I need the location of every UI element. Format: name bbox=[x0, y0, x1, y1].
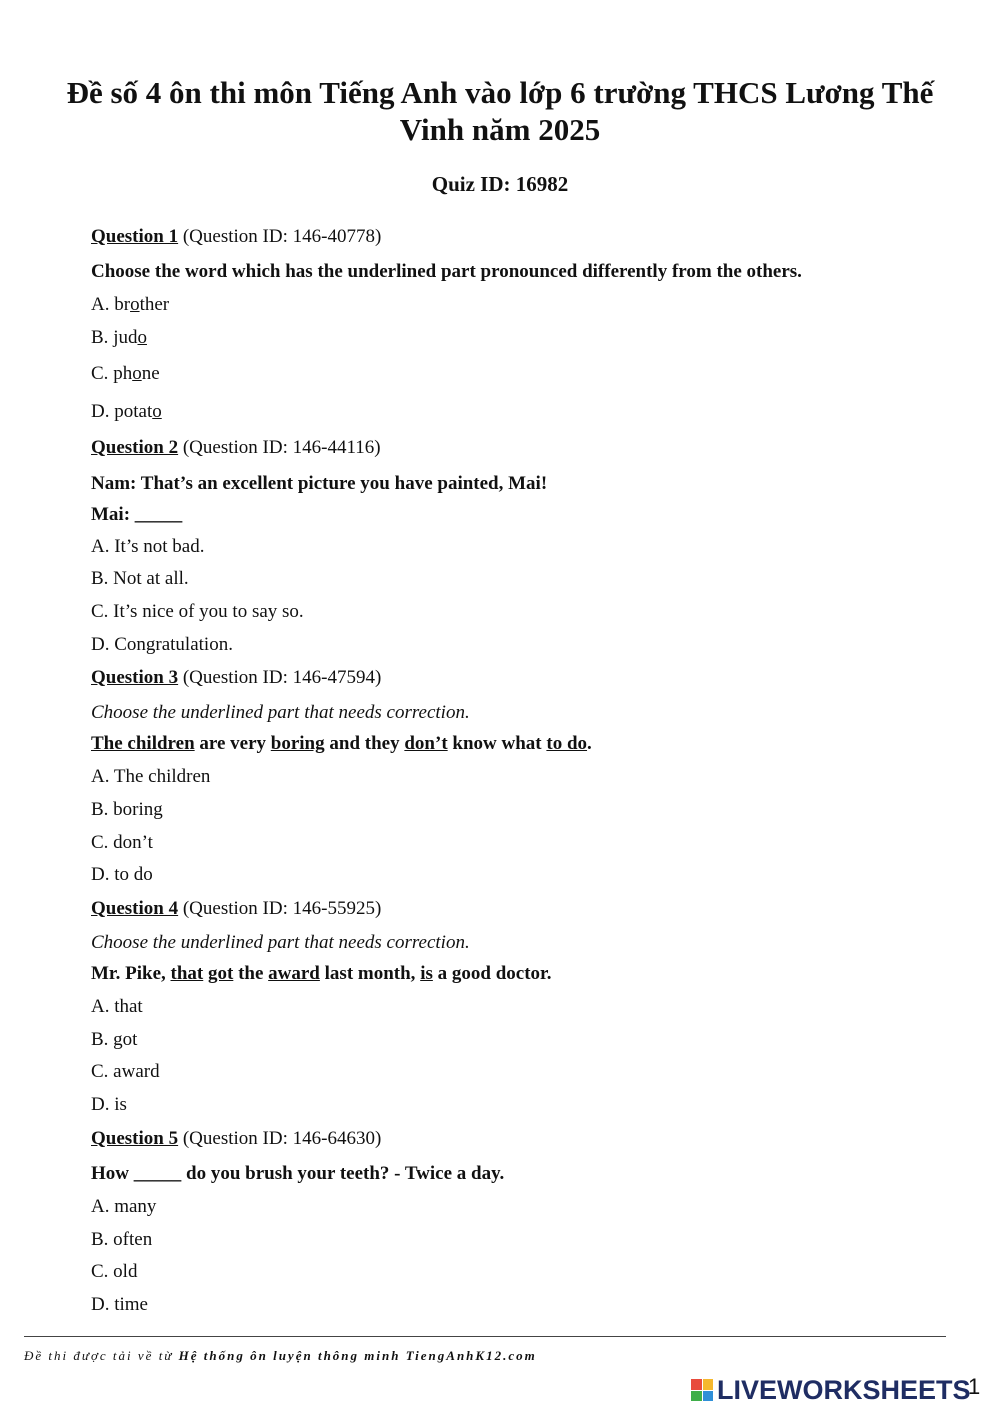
question-3-instruction: Choose the underlined part that needs correction. bbox=[91, 702, 470, 723]
question-2-dialogue-line-2: Mai: _____ bbox=[91, 504, 183, 525]
question-1-option-c[interactable]: C. phone bbox=[91, 363, 160, 384]
question-5-option-d[interactable]: D. time bbox=[91, 1294, 148, 1315]
quiz-id: Quiz ID: 16982 bbox=[431, 172, 569, 196]
question-5-id: (Question ID: 146-64630) bbox=[182, 1128, 382, 1149]
question-1-header bbox=[91, 225, 381, 249]
footer-source-link[interactable]: Hệ thống ôn luyện thông minh TiengAnhK12.com bbox=[178, 1348, 537, 1363]
footer-prefix: Đề thi được tải về từ bbox=[24, 1348, 174, 1363]
logo-square-1 bbox=[691, 1379, 702, 1390]
question-5-option-c[interactable]: C. old bbox=[91, 1261, 138, 1282]
question-1-prompt: Choose the word which has the underlined part pronounced differently from the others. bbox=[91, 261, 802, 282]
question-5-option-b[interactable]: B. often bbox=[91, 1229, 153, 1250]
question-3-header bbox=[91, 666, 381, 690]
question-2-dialogue-line-1: Nam: That’s an excellent picture you have painted, Mai! bbox=[91, 473, 548, 494]
question-2-option-b[interactable]: B. Not at all. bbox=[91, 568, 189, 589]
question-2-header bbox=[91, 436, 381, 460]
question-4-label: Question 4 bbox=[91, 898, 179, 919]
question-4-option-d[interactable]: D. is bbox=[91, 1094, 127, 1115]
question-4-id: (Question ID: 146-55925) bbox=[182, 898, 382, 919]
question-3-option-b[interactable]: B. boring bbox=[91, 799, 163, 820]
question-1-option-d[interactable]: D. potato bbox=[91, 401, 162, 422]
question-2-option-a[interactable]: A. It’s not bad. bbox=[91, 536, 205, 557]
question-3-option-d[interactable]: D. to do bbox=[91, 864, 153, 885]
question-1-option-b[interactable]: B. judo bbox=[91, 327, 147, 348]
question-4-instruction: Choose the underlined part that needs correction. bbox=[91, 932, 470, 953]
question-4-option-c[interactable]: C. award bbox=[91, 1061, 160, 1082]
footer-divider bbox=[24, 1336, 946, 1337]
logo-square-3 bbox=[691, 1391, 702, 1402]
liveworksheets-logo-icon bbox=[691, 1379, 713, 1401]
question-5-prompt: How _____ do you brush your teeth? - Twice a day. bbox=[91, 1163, 505, 1184]
question-2-option-c[interactable]: C. It’s nice of you to say so. bbox=[91, 601, 304, 622]
question-3-id: (Question ID: 146-47594) bbox=[182, 667, 382, 688]
logo-square-4 bbox=[703, 1391, 714, 1402]
question-5-label: Question 5 bbox=[91, 1128, 179, 1149]
document-title: Đề số 4 ôn thi môn Tiếng Anh vào lớp 6 trường THCS Lương Thế Vinh năm 2025 bbox=[66, 75, 934, 147]
question-1-option-a[interactable]: A. brother bbox=[91, 294, 170, 315]
question-2-id: (Question ID: 146-44116) bbox=[182, 437, 381, 458]
question-5-header bbox=[91, 1127, 381, 1151]
question-2-label: Question 2 bbox=[91, 437, 179, 458]
liveworksheets-brand[interactable] bbox=[691, 1376, 971, 1404]
page-number: 1 bbox=[968, 1374, 981, 1399]
question-4-header bbox=[91, 897, 381, 921]
logo-square-2 bbox=[703, 1379, 714, 1390]
question-4-option-b[interactable]: B. got bbox=[91, 1029, 138, 1050]
question-4-option-a[interactable]: A. that bbox=[91, 996, 143, 1017]
question-3-option-a[interactable]: A. The children bbox=[91, 766, 211, 787]
footer-source bbox=[24, 1348, 537, 1364]
question-2-option-d[interactable]: D. Congratulation. bbox=[91, 634, 233, 655]
question-3-sentence: The children are very boring and they don’t know what to do. bbox=[91, 733, 592, 754]
question-4-sentence: Mr. Pike, that got the award last month, is a good doctor. bbox=[91, 963, 552, 984]
question-1-label: Question 1 bbox=[91, 226, 179, 247]
question-3-option-c[interactable]: C. don’t bbox=[91, 832, 153, 853]
question-3-label: Question 3 bbox=[91, 667, 179, 688]
brand-name: LIVEWORKSHEETS bbox=[717, 1374, 971, 1405]
question-1-id: (Question ID: 146-40778) bbox=[182, 226, 382, 247]
question-5-option-a[interactable]: A. many bbox=[91, 1196, 157, 1217]
